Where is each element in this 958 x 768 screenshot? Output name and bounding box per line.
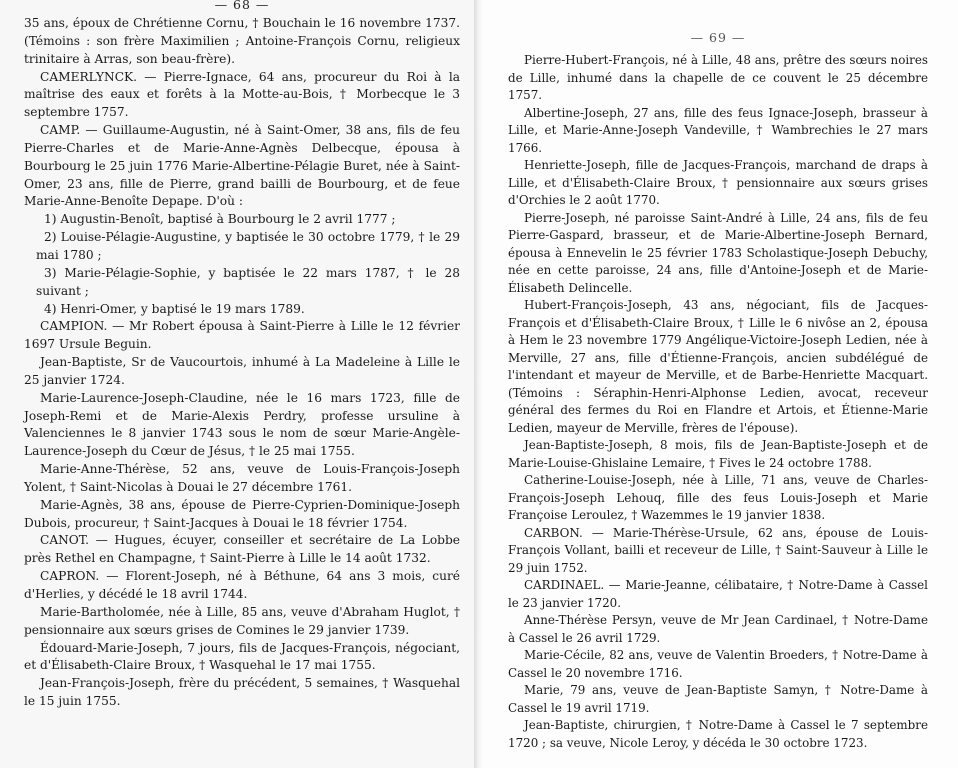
paragraph: CAMERLYNCK. — Pierre-Ignace, 64 ans, procureur du Roi à la maîtrise des eaux et forêts à la Motte-au-Bois, † Morbecque le 3 septembre 1757.	[24, 69, 460, 120]
paragraph: Jean-François-Joseph, frère du précédent, 5 semaines, † Wasquehal le 15 juin 1755.	[24, 676, 460, 709]
paragraph: Édouard-Marie-Joseph, 7 jours, fils de Jacques-François, négociant, et d'Élisabeth-Claire Broux, † Wasquehal le 17 mai 1755.	[24, 640, 460, 673]
paragraph: Pierre-Hubert-François, né à Lille, 48 ans, prêtre des sœurs noires de Lille, inhumé dans la chapelle de ce couvent le 25 décembre 1757.	[508, 53, 928, 102]
paragraph: CAMPION. — Mr Robert épousa à Saint-Pierre à Lille le 12 février 1697 Ursule Beguin.	[24, 319, 460, 352]
page-number-left: — 68 —	[214, 0, 270, 12]
paragraph: Catherine-Louise-Joseph, née à Lille, 71 ans, veuve de Charles-François-Joseph Lehouq, fille des feus Louis-Joseph et Marie Françoise Leroulez, † Wazemmes le 19 janvier 1838.	[508, 473, 928, 522]
paragraph: 1) Augustin-Benoît, baptisé à Bourbourg le 2 avril 1777 ;	[44, 212, 396, 227]
paragraph: CARBON. — Marie-Thérèse-Ursule, 62 ans, épouse de Louis-François Vollant, bailli et receveur de Lille, † Saint-Sauveur à Lille le 29 juin 1752.	[508, 525, 928, 575]
paragraph: Pierre-Joseph, né paroisse Saint-André à Lille, 24 ans, fils de feu Pierre-Gaspard, brasseur, et de Marie-Albertine-Joseph Bernard, épousa à Ennevelin le 25 février 1783 Scholastique-Joseph Debuchy, née en cette paroisse, 24 ans, fille d'Antoine-Joseph et de Marie-Élisabeth Delincelle.	[508, 210, 928, 295]
paragraph: Marie-Anne-Thérèse, 52 ans, veuve de Louis-François-Joseph Yolent, † Saint-Nicolas à Douai le 27 décembre 1761.	[24, 462, 460, 494]
paragraph: 3) Marie-Pélagie-Sophie, y baptisée le 22 mars 1787, † le 28 suivant ;	[36, 265, 460, 298]
right-page	[474, 0, 958, 768]
paragraph: Albertine-Joseph, 27 ans, fille des feus Ignace-Joseph, brasseur à Lille, et Marie-Anne-Joseph Vandeville, † Wambrechies le 27 mars 1766.	[508, 105, 928, 155]
paragraph: CARDINAEL. — Marie-Jeanne, célibataire, † Notre-Dame à Cassel le 23 janvier 1720.	[508, 578, 928, 610]
paragraph: 4) Henri-Omer, y baptisé le 19 mars 1789.	[44, 301, 305, 316]
paragraph: Anne-Thérèse Persyn, veuve de Mr Jean Cardinael, † Notre-Dame à Cassel le 26 avril 1729.	[508, 613, 928, 645]
paragraph: CANOT. — Hugues, écuyer, conseiller et secrétaire de La Lobbe près Rethel en Champagne, † Saint-Pierre à Lille le 14 août 1732.	[24, 533, 460, 566]
paragraph: Marie-Cécile, 82 ans, veuve de Valentin Broeders, † Notre-Dame à Cassel le 20 novembre 1716.	[508, 648, 928, 680]
paragraph: Marie-Agnès, 38 ans, épouse de Pierre-Cyprien-Dominique-Joseph Dubois, procureur, † Saint-Jacques à Douai le 18 février 1754.	[24, 497, 460, 530]
paragraph: 2) Louise-Pélagie-Augustine, y baptisée le 30 octobre 1779, † le 29 mai 1780 ;	[36, 230, 460, 262]
paragraph: Jean-Baptiste-Joseph, 8 mois, fils de Jean-Baptiste-Joseph et de Marie-Louise-Ghislaine Lemaire, † Fives le 24 octobre 1788.	[508, 438, 928, 470]
left-page	[0, 0, 474, 768]
paragraph: Marie-Laurence-Joseph-Claudine, née le 16 mars 1723, fille de Joseph-Remi et de Marie-Alexis Perdry, professe ursuline à Valenciennes le 8 janvier 1743 sous le nom de sœur Marie-Angèle-Laurence-Joseph du Cœur de Jésus, † le 25 mai 1755.	[24, 390, 460, 459]
paragraph: 35 ans, époux de Chrétienne Cornu, † Bouchain le 16 novembre 1737. (Témoins : son frère Maximilien ; Antoine-François Cornu, religieux trinitaire à Arras, son beau-frère).	[24, 16, 460, 66]
page-number-right: — 69 —	[690, 30, 746, 45]
paragraph: Jean-Baptiste, chirurgien, † Notre-Dame à Cassel le 7 septembre 1720 ; sa veuve, Nicole Leroy, y décéda le 30 octobre 1723.	[508, 718, 928, 750]
paragraph: Marie, 79 ans, veuve de Jean-Baptiste Samyn, † Notre-Dame à Cassel le 19 avril 1719.	[508, 683, 928, 715]
paragraph: Jean-Baptiste, Sr de Vaucourtois, inhumé à La Madeleine à Lille le 25 janvier 1724.	[24, 355, 460, 387]
paragraph: Hubert-François-Joseph, 43 ans, négociant, fils de Jacques-François et d'Élisabeth-Claire Broux, † Lille le 6 nivôse an 2, épousa à Hem le 23 novembre 1779 Angélique-Victoire-Joseph Ledien, née à Merville, 27 ans, fille d'Étienne-François, ancien subdélégué de l'intendant et mayeur de Merville, et de Barbe-Henriette Macquart. (Témoins : Séraphin-Henri-Alphonse Ledien, avocat, receveur général des fermes du Roi en Flandre et Artois, et Étienne-Marie Ledien, mayeur de Merville, frères de l'épouse).	[508, 298, 928, 435]
paragraph: CAMP. — Guillaume-Augustin, né à Saint-Omer, 38 ans, fils de feu Pierre-Charles et de Marie-Anne-Agnès Delbecque, épousa à Bourbourg le 25 juin 1776 Marie-Albertine-Pélagie Buret, née à Saint-Omer, 23 ans, fille de Pierre, grand bailli de Bourbourg, et de feue Marie-Anne-Benoîte Depape. D'où :	[24, 123, 460, 209]
paragraph: Henriette-Joseph, fille de Jacques-François, marchand de draps à Lille, et d'Élisabeth-Claire Broux, † pensionnaire aux sœurs grises d'Orchies le 2 août 1770.	[508, 158, 928, 207]
book-gutter	[474, 0, 484, 768]
paragraph: CAPRON. — Florent-Joseph, né à Béthune, 64 ans 3 mois, curé d'Herlies, y décédé le 18 avril 1744.	[24, 569, 460, 601]
paragraph: Marie-Bartholomée, née à Lille, 85 ans, veuve d'Abraham Huglot, † pensionnaire aux sœurs grises de Comines le 29 janvier 1739.	[24, 604, 460, 637]
